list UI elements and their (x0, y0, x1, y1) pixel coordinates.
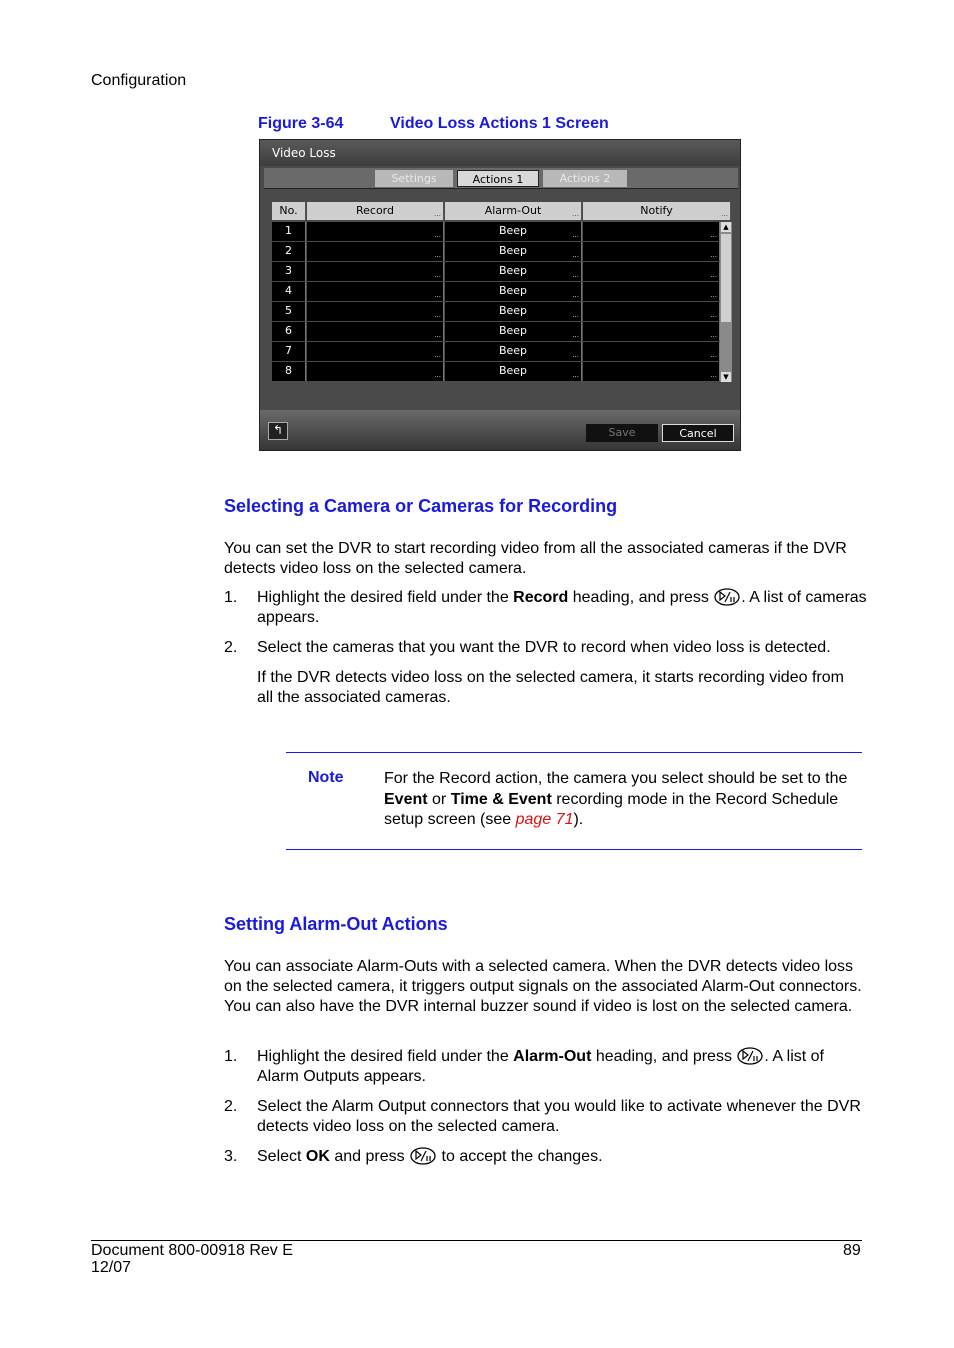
section-heading-alarm-out: Setting Alarm-Out Actions (224, 914, 448, 934)
cell-notify[interactable] (583, 342, 720, 361)
ellipsis-icon: ... (572, 271, 579, 279)
step-bold-text: Alarm-Out (513, 1048, 592, 1065)
step-text: to accept the changes. (437, 1148, 603, 1165)
cell-alarm-out[interactable] (445, 222, 582, 241)
figure-title: Video Loss Actions 1 Screen (390, 115, 609, 132)
step-text: Highlight the desired field under the (257, 1048, 514, 1065)
ellipsis-icon: ... (434, 311, 441, 319)
play-pause-button-icon (737, 1047, 763, 1065)
cell-no[interactable] (272, 342, 306, 361)
footer-doc: Document 800-00918 Rev E (91, 1242, 293, 1259)
ellipsis-icon: ... (710, 311, 717, 319)
section1-step2-extra: If the DVR detects video loss on the selected camera, it starts recording video from all the associated cameras. (257, 669, 844, 706)
cell-notify[interactable] (583, 282, 720, 301)
note-text (384, 769, 854, 831)
cell-no-value: 5 (285, 304, 292, 317)
page-number: 89 (843, 1242, 861, 1259)
cell-alarm-out-value: Beep (498, 324, 528, 337)
col-header-record: Record … (307, 202, 444, 220)
ellipsis-icon: ... (572, 251, 579, 259)
ellipsis-icon: ... (434, 251, 441, 259)
cell-alarm-out[interactable] (445, 322, 582, 341)
step-text: . A list of Alarm Outputs appears. (257, 1048, 824, 1085)
ellipsis-icon: ... (434, 231, 441, 239)
step-number: 2. (224, 639, 238, 656)
section2-intro: You can associate Alarm-Outs with a selected camera. When the DVR detects video loss on the selected camera, it triggers output signals on the associated Alarm-Out connectors. You can also have the DVR internal buzzer sound if video is lost on the selected camera. (224, 958, 862, 1015)
step-number: 3. (224, 1148, 238, 1165)
step-number: 1. (224, 1048, 238, 1065)
ellipsis-icon: ... (710, 271, 717, 279)
cell-alarm-out-value: Beep (498, 264, 528, 277)
cell-no[interactable] (272, 222, 306, 241)
play-pause-button-icon (410, 1147, 436, 1165)
dvr-window-title: Video Loss (272, 146, 336, 160)
note-bottom-rule (286, 849, 862, 850)
cell-notify[interactable] (583, 222, 720, 241)
back-arrow-icon[interactable]: ↰ (268, 422, 288, 440)
section1-step2: Select the cameras that you want the DVR to record when video loss is detected. (257, 639, 831, 656)
section1-intro: You can set the DVR to start recording video from all the associated cameras if the DVR detects video loss on the selected camera. (224, 540, 847, 577)
section2-step3 (257, 1147, 867, 1167)
cell-alarm-out[interactable] (445, 282, 582, 301)
section-heading-recording: Selecting a Camera or Cameras for Recording (224, 496, 618, 516)
cell-record[interactable] (307, 302, 444, 321)
play-pause-button-icon (714, 588, 740, 606)
cell-record[interactable] (307, 342, 444, 361)
cell-no[interactable] (272, 362, 306, 381)
cell-no[interactable] (272, 262, 306, 281)
cell-no-value: 2 (285, 244, 292, 257)
ellipsis-icon: ... (434, 351, 441, 359)
cell-notify[interactable] (583, 302, 720, 321)
cell-notify[interactable] (583, 322, 720, 341)
col-header-notify: Notify … (583, 202, 731, 220)
scroll-thumb[interactable] (721, 234, 731, 322)
ellipsis-icon: ... (572, 371, 579, 379)
cell-alarm-out[interactable] (445, 262, 582, 281)
dvr-title-bar (260, 140, 740, 166)
cell-alarm-out[interactable] (445, 302, 582, 321)
cell-notify[interactable] (583, 362, 720, 381)
note-bold-text: Time & Event (450, 790, 552, 808)
ellipsis-icon: ... (434, 331, 441, 339)
cell-alarm-out[interactable] (445, 362, 582, 381)
step-bold-text: Record (513, 589, 569, 606)
cell-no-value: 6 (285, 324, 292, 337)
cell-no[interactable] (272, 242, 306, 261)
tab-actions-1[interactable]: Actions 1 (457, 170, 539, 187)
scroll-down-icon[interactable]: ▼ (721, 372, 731, 382)
note-bold-text: Event (384, 790, 428, 808)
cell-no[interactable] (272, 322, 306, 341)
cell-alarm-out-value: Beep (498, 224, 528, 237)
section2-step1 (257, 1047, 867, 1087)
ellipsis-icon: ... (572, 231, 579, 239)
note-text-part: For the Record action, the camera you select should be set to the (384, 770, 848, 787)
ellipsis-icon: ... (710, 331, 717, 339)
step-text: . A list of cameras appears. (257, 589, 867, 626)
cell-alarm-out-value: Beep (498, 304, 528, 317)
col-header-no: No. (272, 202, 306, 220)
step-number: 1. (224, 589, 238, 606)
table-scrollbar[interactable] (720, 222, 732, 382)
note-text-part: ). (573, 811, 584, 828)
step-bold-text: OK (305, 1148, 330, 1165)
cell-no[interactable] (272, 282, 306, 301)
step-text: heading, and press (568, 589, 714, 606)
step-text: and press (329, 1148, 410, 1165)
cell-alarm-out[interactable] (445, 242, 582, 261)
ellipsis-icon: ... (710, 251, 717, 259)
col-header-alarm-out: Alarm-Out … (445, 202, 582, 220)
cell-record[interactable] (307, 262, 444, 281)
ellipsis-icon: ... (710, 351, 717, 359)
ellipsis-icon: ... (572, 291, 579, 299)
note-text-part: or (427, 790, 451, 808)
col-header-alarm-out-label: Alarm-Out (484, 204, 542, 217)
cell-record[interactable] (307, 362, 444, 381)
dvr-screen (259, 139, 741, 451)
cell-alarm-out-value: Beep (498, 284, 528, 297)
cell-no-value: 4 (285, 284, 292, 297)
ellipsis-icon: ... (434, 291, 441, 299)
cell-notify[interactable] (583, 262, 720, 281)
section2-step2: Select the Alarm Output connectors that you would like to activate whenever the DVR detects video loss on the selected camera. (257, 1098, 861, 1135)
ellipsis-icon: ... (710, 371, 717, 379)
note-text-part: recording mode in the Record Schedule setup screen (see (384, 790, 839, 828)
note-label: Note (308, 769, 344, 786)
figure-number: Figure 3-64 (258, 115, 344, 132)
step-number: 2. (224, 1098, 238, 1115)
step-text: heading, and press (591, 1048, 737, 1065)
cell-no-value: 7 (285, 344, 292, 357)
footer-rule (91, 1240, 862, 1241)
ellipsis-icon: ... (434, 371, 441, 379)
cell-record[interactable] (307, 222, 444, 241)
cell-no[interactable] (272, 302, 306, 321)
cell-alarm-out-value: Beep (498, 344, 528, 357)
cell-record[interactable] (307, 322, 444, 341)
col-header-record-label: Record (355, 204, 394, 217)
cancel-button[interactable]: Cancel (662, 424, 734, 442)
cell-record[interactable] (307, 242, 444, 261)
cell-no-value: 3 (285, 264, 292, 277)
cell-alarm-out-value: Beep (498, 244, 528, 257)
ellipsis-icon: ... (572, 351, 579, 359)
running-header: Configuration (91, 72, 187, 89)
scroll-up-icon[interactable]: ▲ (721, 222, 731, 232)
cell-record[interactable] (307, 282, 444, 301)
page-link[interactable]: page 71 (515, 811, 574, 828)
cell-no-value: 1 (285, 224, 292, 237)
ellipsis-icon: ... (434, 271, 441, 279)
cell-notify[interactable] (583, 242, 720, 261)
ellipsis-icon: ... (572, 311, 579, 319)
footer-date: 12/07 (91, 1259, 132, 1276)
tab-settings[interactable]: Settings (375, 170, 453, 187)
col-header-notify-label: Notify (640, 204, 673, 217)
dvr-tab-bar (264, 168, 738, 189)
cell-alarm-out-value: Beep (498, 364, 528, 377)
cell-alarm-out[interactable] (445, 342, 582, 361)
ellipsis-icon: ... (710, 231, 717, 239)
step-text: Highlight the desired field under the (257, 589, 514, 606)
ellipsis-icon: ... (572, 331, 579, 339)
ellipsis-icon: ... (710, 291, 717, 299)
cell-no-value: 8 (285, 364, 292, 377)
save-button[interactable]: Save (586, 424, 658, 442)
section1-step1 (257, 588, 867, 628)
tab-actions-2[interactable]: Actions 2 (543, 170, 627, 187)
note-top-rule (286, 752, 862, 753)
step-text: Select (257, 1148, 306, 1165)
